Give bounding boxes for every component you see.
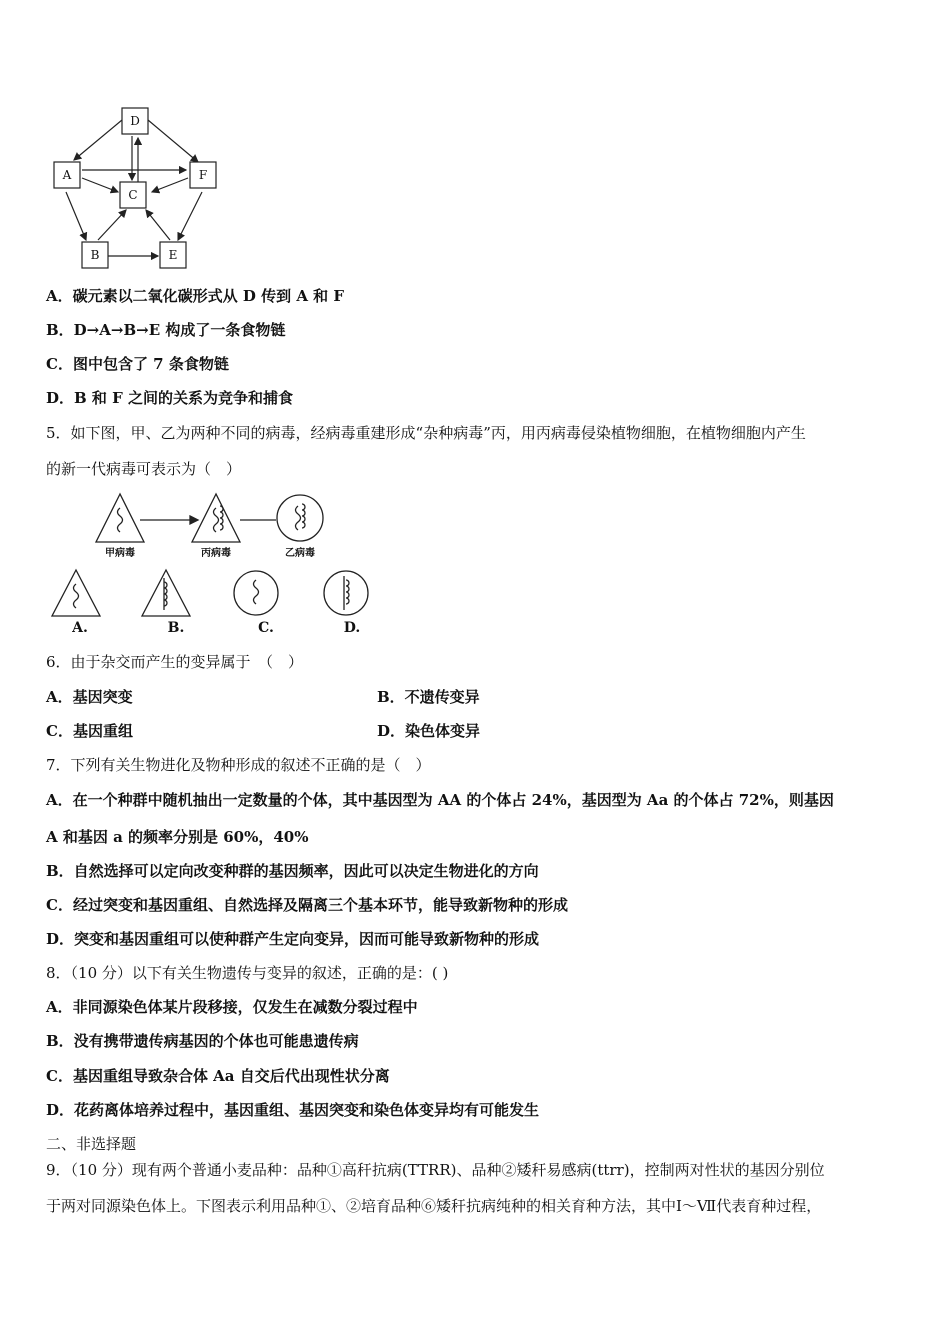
q5-stem-line1: 5．如下图，甲、乙为两种不同的病毒，经病毒重建形成“杂种病毒”丙，用丙病毒侵染植物细胞，在植物细胞内产生 xyxy=(46,424,806,442)
section-heading: 二、非选择题 xyxy=(46,1135,137,1153)
virus-diagram xyxy=(90,490,390,560)
q6-option-a: A．基因突变 xyxy=(46,688,133,706)
q6-option-b: B．不遗传变异 xyxy=(377,688,480,706)
node-label-d: D xyxy=(130,114,140,128)
virus-option-b: B. xyxy=(167,620,185,636)
virus-label-jia: 甲病毒 xyxy=(105,548,135,559)
q9-line2: 于两对同源染色体上。下图表示利用品种①、②培育品种⑥矮秆抗病纯种的相关育种方法，其中Ⅰ～Ⅶ代表育种过程， xyxy=(46,1197,822,1215)
virus-label-bing: 丙病毒 xyxy=(201,548,231,559)
food-web-diagram xyxy=(46,100,226,275)
q7-option-b: B．自然选择可以定向改变种群的基因频率，因此可以决定生物进化的方向 xyxy=(46,862,539,880)
q8-stem: 8．（10 分）以下有关生物遗传与变异的叙述，正确的是：( ) xyxy=(46,964,449,982)
q8-option-c: C．基因重组导致杂合体 Aa 自交后代出现性状分离 xyxy=(46,1067,390,1085)
q4-option-a: A．碳元素以二氧化碳形式从 D 传到 A 和 F xyxy=(46,287,345,305)
node-label-b: B xyxy=(90,248,100,262)
q8-option-b: B．没有携带遗传病基因的个体也可能患遗传病 xyxy=(46,1032,359,1050)
virus-label-yi: 乙病毒 xyxy=(285,548,315,559)
node-label-c: C xyxy=(128,188,138,202)
q8-option-d: D．花药离体培养过程中，基因重组、基因突变和染色体变异均有可能发生 xyxy=(46,1101,540,1119)
q6-stem: 6．由于杂交而产生的变异属于 （ ） xyxy=(46,653,304,671)
node-label-e: E xyxy=(168,248,178,262)
q8-option-a: A．非同源染色体某片段移接，仅发生在减数分裂过程中 xyxy=(46,998,418,1016)
virus-option-d: D. xyxy=(343,620,361,636)
q4-option-c: C．图中包含了 7 条食物链 xyxy=(46,355,229,373)
q7-option-d: D．突变和基因重组可以使种群产生定向变异，因而可能导致新物种的形成 xyxy=(46,930,540,948)
q6-option-d: D．染色体变异 xyxy=(377,722,481,740)
virus-option-a: A. xyxy=(72,620,88,636)
q5-stem-line2: 的新一代病毒可表示为（ ） xyxy=(46,460,242,478)
q7-option-c: C．经过突变和基因重组、自然选择及隔离三个基本环节，能导致新物种的形成 xyxy=(46,896,568,914)
q7-option-a-line1: A．在一个种群中随机抽出一定数量的个体，其中基因型为 AA 的个体占 24%，基因型为 Aa 的个体占 72%，则基因 xyxy=(46,791,834,809)
q4-option-d: D．B 和 F 之间的关系为竞争和捕食 xyxy=(46,389,294,407)
node-label-a: A xyxy=(62,168,72,182)
q9-line1: 9．（10 分）现有两个普通小麦品种：品种①高秆抗病(TTRR)、品种②矮秆易感病(ttrr)，控制两对性状的基因分别位 xyxy=(46,1161,825,1179)
q6-option-c: C．基因重组 xyxy=(46,722,133,740)
virus-options-diagram xyxy=(46,566,386,636)
node-label-f: F xyxy=(198,168,208,182)
q4-option-b: B．D→A→B→E 构成了一条食物链 xyxy=(46,321,286,339)
virus-option-c: C. xyxy=(258,620,274,636)
q7-option-a-line2: A 和基因 a 的频率分别是 60%，40% xyxy=(46,828,309,846)
q7-stem: 7．下列有关生物进化及物种形成的叙述不正确的是（ ） xyxy=(46,756,431,774)
